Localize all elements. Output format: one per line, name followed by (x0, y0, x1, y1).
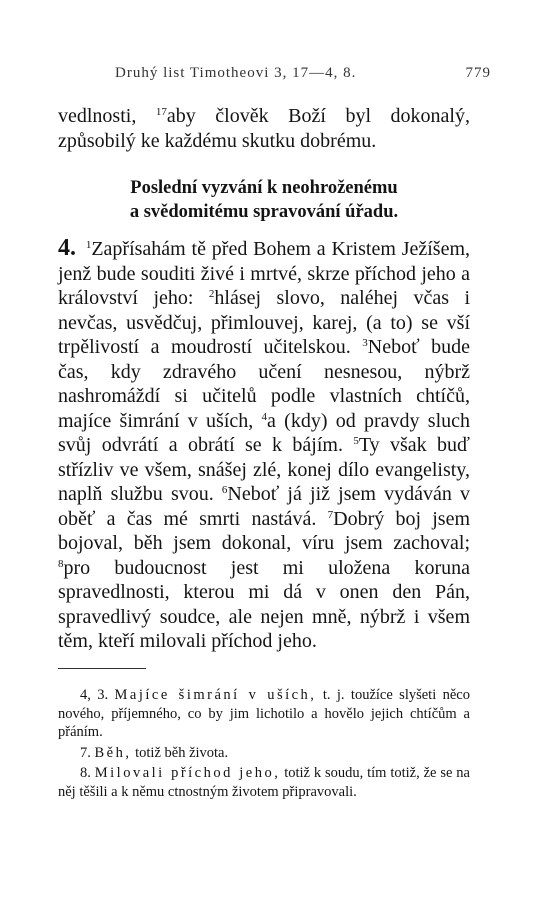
chapter-number: 4. (58, 235, 76, 261)
footnote-1-ref: 4, 3. (80, 687, 109, 703)
footnote-1 (58, 686, 470, 742)
verse-number-2: 2 (208, 288, 215, 300)
verse-text-7: Dobrý boj jsem bojoval, běh jsem dokonal, víru jsem zachoval; (58, 507, 470, 554)
footnote-2-text: totiž běh života. (135, 744, 229, 761)
intro-paragraph (58, 104, 470, 153)
verse-text-5: Ty však buď střízliv ve všem, snášej zlé, konej dílo evangelisty, naplň službu svou. (58, 434, 470, 505)
verse-number-17: 17 (155, 106, 167, 118)
page-number: 779 (465, 65, 491, 81)
verse-number-5: 5 (353, 435, 359, 447)
verse-number-8: 8 (58, 557, 64, 570)
running-title: Druhý list Timotheovi 3, 17—4, 8. (115, 65, 357, 81)
verse-text-1: Zapřísahám tě před Bohem a Kristem Ježíšem, jenž bude souditi živé i mrtvé, skrze příchod jeho a království jeho: (58, 238, 470, 309)
footnote-3 (58, 764, 470, 801)
verse-text-2: hlásej slovo, naléhej včas i nevčas, usvědčuj, přimlouvej, karej, (a to) se vší trpělivostí a moudrostí učitelskou. (58, 287, 471, 358)
heading-line-1: Poslední vyzvání k neohroženému (130, 178, 398, 198)
footnote-1-text: t. j. toužíce slyšeti něco nového, příjemného, co by jim lichotilo a hovělo jejich chtíčům a přáním. (58, 687, 470, 740)
verse-text-4: a (kdy) od pravdy sluch svůj odvrátí a obrátí se k bájím. (58, 409, 470, 456)
verse-text-6: Neboť já již jsem vydáván v oběť a čas mé smrti nastává. (58, 483, 470, 530)
footnote-2-ref: 7. (80, 744, 91, 761)
footnotes (58, 686, 470, 803)
verse-text-8: pro budoucnost jest mi uložena koruna spravedlnosti, kterou mi dá v onen den Pán, spravedlivý soudce, ale nejen mně, nýbrž i všem těm, kteří milovali příchod jeho. (58, 556, 470, 652)
verse-number-3: 3 (362, 337, 368, 349)
intro-text-a: vedlnosti, (58, 105, 156, 127)
verse-number-4: 4 (261, 410, 268, 423)
heading-line-2: a svědomitému spravování úřadu. (129, 202, 399, 222)
page-header (60, 65, 491, 87)
footnote-3-term: Milovali příchod jeho, (94, 765, 281, 781)
verse-number-1: 1 (85, 239, 92, 251)
section-heading (58, 176, 470, 224)
footnote-2-term: Běh, (94, 744, 132, 761)
footnote-3-text: totiž k soudu, tím totiž, že se na něj těšili a k němu ctnostným životem připravovali. (58, 765, 470, 800)
footnote-1-term: Majíce šimrání v uších, (114, 687, 317, 703)
footnote-3-ref: 8. (80, 765, 91, 781)
verse-text-3: Neboť bude čas, kdy zdravého učení nesnesou, nýbrž nashromáždí si učitelů podle vlastních chtíčů, majíce šimrání v uších, (58, 336, 470, 432)
verse-number-7: 7 (327, 508, 334, 521)
chapter-4-paragraph (58, 236, 470, 654)
intro-text-b: aby člověk Boží byl dokonalý, způsobilý ke každému skutku dobrému. (58, 105, 470, 152)
footnote-2 (58, 744, 470, 763)
verse-number-6: 6 (221, 484, 228, 496)
footnote-divider (58, 668, 146, 669)
